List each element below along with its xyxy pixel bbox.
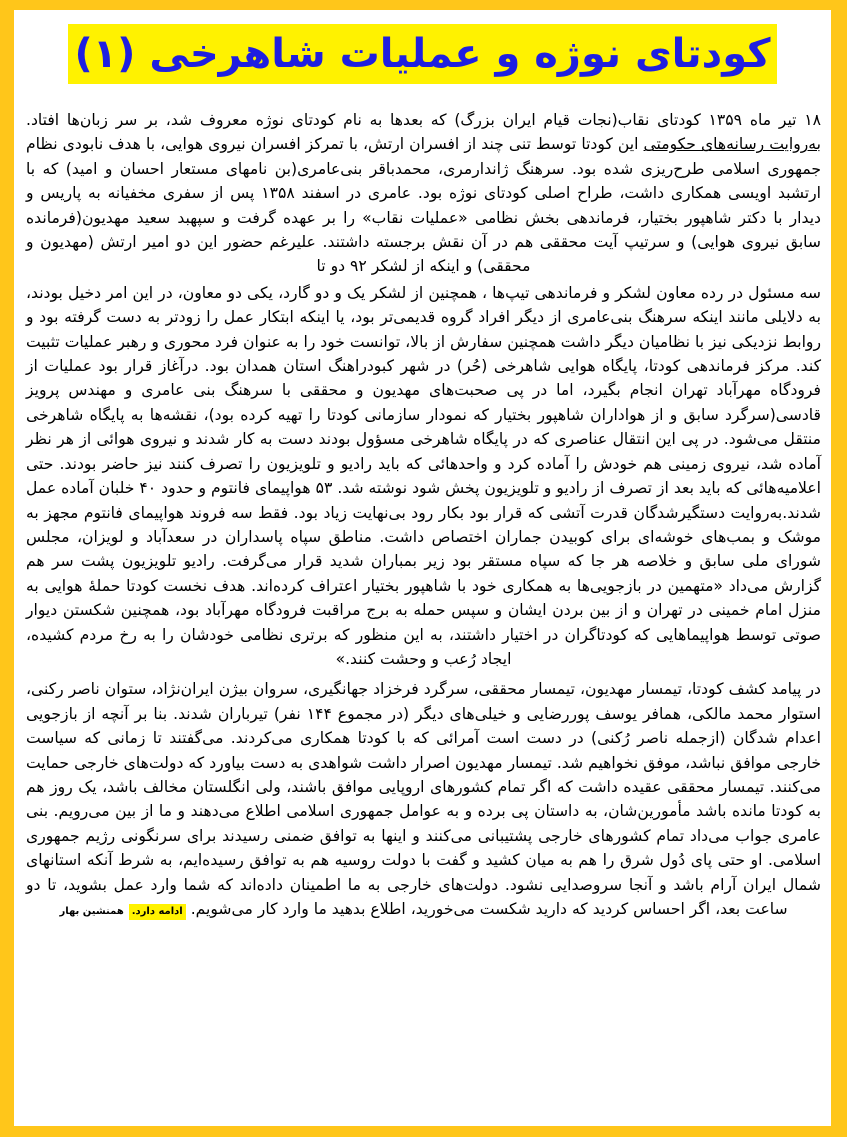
article-page bbox=[14, 10, 831, 1126]
title-container bbox=[14, 24, 831, 90]
paragraph-2: سه مسئول در رده معاون لشکر و فرماندهی تیپ‌ها ، همچنین از لشکر یک و دو گارد، یکی دو معاون، در این امر دخیل بودند، به دلایلی مانند اینکه سرهنگ بنی‌عامری از دیگر افراد گروه قدیمی‌تر بود، یا اینکه ابتکار عمل را زودتر به دست گرفته بود و روابط نزدیکی نیز با نظامیان دیگر داشت همچنین سفارش از بالا، توانست خود را به عنوان فرد محوری و رهبر عملیات تثبیت کند. مرکز فرماندهی کودتا، پایگاه هوایی شاهرخی (حُر) در شهر کبودراهنگ استان همدان بود. درآغاز قرار بود عملیات از فرودگاه مهرآباد تهران انجام بگیرد، اما در پی صحبت‌های مهدیون و محققی با سرهنگ بنی عامری و مهندس پرویز قادسی(سرگرد سابق و از هواداران شاهپور بختیار که نمودار سازمانی کودتا را تهیه کرده بود)، نقشه‌ها به پایگاه شاهرخی منتقل می‌شود. در پی این انتقال عناصری که در پایگاه شاهرخی مسؤول بودند دست به کار شدند و نیروی هوائی از هر نظر آماده شد، نیروی زمینی هم خودش را آماده کرد و واحدهائی که باید رادیو و تلویزیون را تصرف کنند نیز حاضر بودند. حتی اعلامیه‌هائی که باید بعد از تصرف از رادیو و تلویزیون پخش شود نوشته شد. ۵۳ هواپیمای فانتوم و حدود ۴۰ خلبان آماده عمل شدند.به‌روایت دستگیرشدگان قدرت آتشی که قرار بود بکار رود بی‌نهایت زیاد بود. فقط سه فروند هواپیمای فانتوم مجهز به موشک و بمب‌های خوشه‌ای برای کوبیدن جماران اختصاص داشت. مناطق سپاه پاسداران در سعدآباد و لویزان، مجلس شورای ملی سابق و خلاصه هر جا که سپاه مستقر بود زیر بمباران شدید قرار می‌گرفت. رادیو تلویزیون پشت سر هم گزارش می‌داد «متهمین در بازجویی‌ها به همکاری خود با شاهپور بختیار اعتراف کرده‌اند. هدف نخست کودتا حملهٔ هوایی به منزل امام خمینی در تهران و از بین بردن ایشان و سپس حمله به برج مراقبت فرودگاه مهرآباد بود، همچنین شکستن دیوار صوتی توسط هواپیماهایی که کودتاگران در اختیار داشتند، به این منظور که برتری نظامی خودشان را به رخ مردم کشیده، ایجاد رُعب و وحشت کنند.» bbox=[26, 283, 821, 668]
author-signature: همنشین بهار bbox=[59, 906, 124, 917]
paragraph-3 bbox=[14, 677, 831, 924]
paragraph-1 bbox=[14, 108, 831, 279]
paragraph-1-underlined-phrase: به‌روایت رسانه‌های حکومتی bbox=[643, 135, 821, 154]
paragraph-3-text: در پیامد کشف کودتا، تیمسار مهدیون، تیمسار محققی، سرگرد فرخزاد جهانگیری، سروان بیژن ایران‌نژاد، ستوان ناصر رکنی، استوار محمد مالکی، همافر یوسف پوررضایی و خیلی‌های دیگر (در مجموع ۱۴۴ نفر) تیرباران شدند. بنا بر آنچه از بازجویی اعدام شدگان (ازجمله ناصر رُکنی) در دست است آمرائی که با کودتا همکاری می‌کردند. می‌گفتند تا زمانی که سیاست خارجی موافق نباشد، موفق نخواهیم شد. تیمسار مهدیون اصرار داشت شواهدی به دست بیاورد که دولت‌های خارجی حمایت می‌کنند. تیمسار محققی عقیده داشت که اگر تمام کشورهای اروپایی موافق باشند، ولی انگلستان مخالف باشد، یک روز هم به کودتا مانده باشد مأمورین‌شان، به داستان پی برده و به عوامل جمهوری اسلامی اطلاع می‌دهند و ما از بین می‌رویم. بنی عامری جواب می‌داد تمام کشورهای خارجی پشتیبانی می‌کنند و اینها به توافق ضمنی رسیدند برای سرنگونی رژیم جمهوری اسلامی. او حتی پای دُول شرق را هم به میان کشید و گفت با دولت روسیه هم به توافق رسیده‌ایم، به شرط آنکه استانهای شمال ایران آرام باشد و آنجا سروصدایی نشود. دولت‌های خارجی به ما اطمینان داده‌اند که شما وارد عمل بشوید، تا دو ساعت بعد، اگر احساس کردید که دارید شکست می‌خورید، اطلاع بدهید ما وارد کار می‌شویم. bbox=[26, 680, 821, 918]
article-title: کودتای نوژه و عملیات شاهرخی (۱) bbox=[68, 24, 776, 84]
continued-badge: ادامه دارد. bbox=[129, 904, 186, 920]
paragraph-1-intro: ۱۸ تیر ماه ۱۳۵۹ کودتای نقاب(نجات قیام ایران بزرگ) که بعدها به نام کودتای نوژه معروف شد، بر سر زبان‌ها افتاد. bbox=[26, 111, 822, 129]
paragraph-1-rest: این کودتا توسط تنی چند از افسران ارتش، با تمرکز افسران نیروی هوایی، با هدف نابودی نظام جمهوری اسلامی طرح‌ریزی شده بود. سرهنگ ژاندارمری، محمدباقر بنی‌عامری(بن نامهای مستعار احسان و امید) که با ارتشبد اویسی همکاری داشت، طراح اصلی کودتای نوژه بود. عامری در اسفند ۱۳۵۸ پس از سفری مخفیانه به پاریس و دیدار با دکتر شاهپور بختیار، فرماندهی بخش نظامی «عملیات نقاب» را بر عهده گرفت و سپهبد سعید مهدیون(فرمانده سابق نیروی هوایی) و سرتیپ آیت محققی هم در آن نقش برجسته داشتند. علیرغم حضور این دو امیر ارتش (مهدیون و محققی) و اینکه از لشکر ۹۲ دو تا bbox=[26, 135, 821, 276]
